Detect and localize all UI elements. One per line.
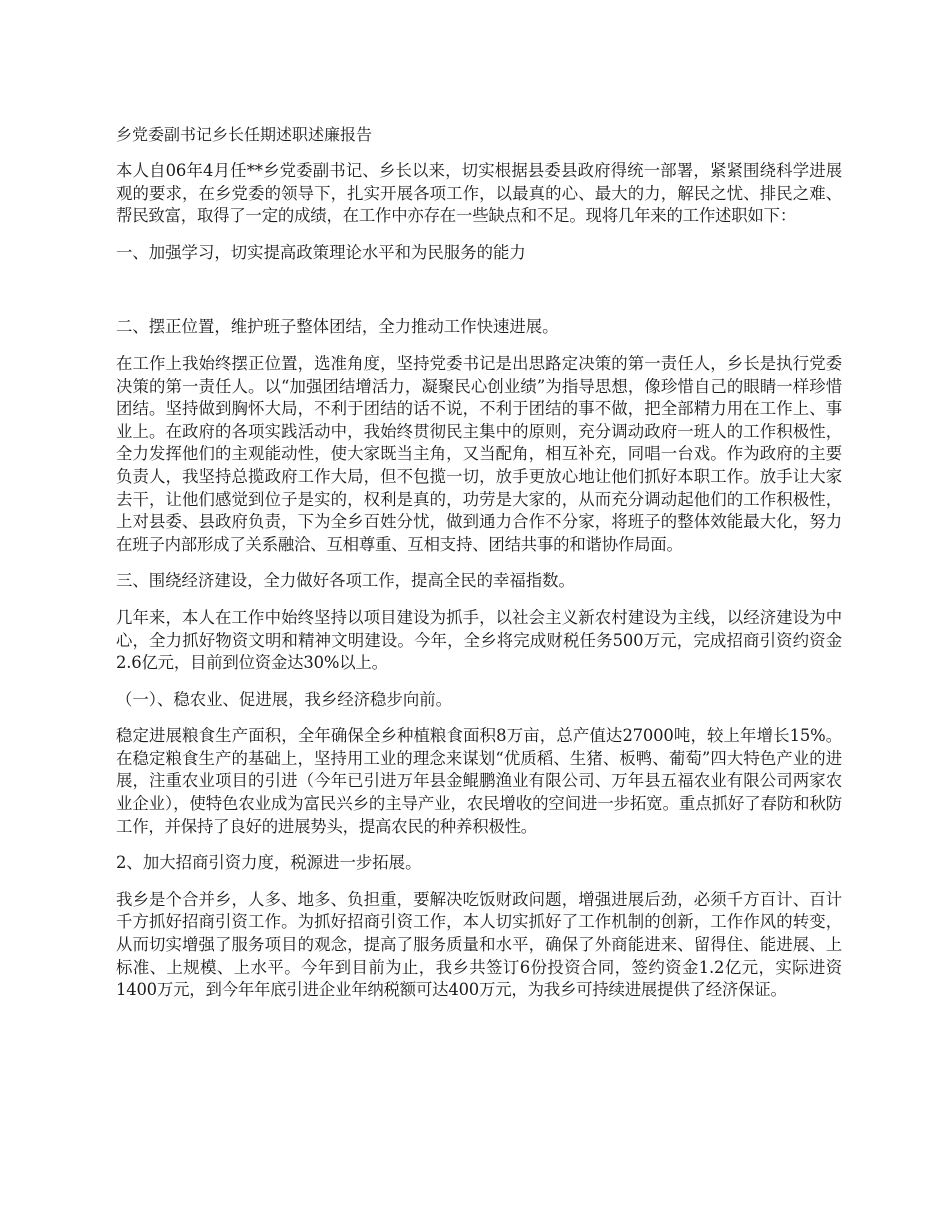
- section-2-paragraph: 在工作上我始终摆正位置，选准角度，坚持党委书记是出思路定决策的第一责任人，乡长是执行党委决策的第一责任人。以“加强团结增活力，凝聚民心创业绩”为指导思想，像珍惜自己的眼睛一样珍惜团结。坚持做到胸怀大局，不利于团结的话不说，不利于团结的事不做，把全部精力用在工作上、事业上。在政府的各项实践活动中，我始终贯彻民主集中的原则，充分调动政府一班人的工作积极性，全力发挥他们的主观能动性，使大家既当主角，又当配角，相互补充，同唱一台戏。作为政府的主要负责人，我坚持总揽政府工作大局，但不包揽一切，放手更放心地让他们抓好本职工作。放手让大家去干，让他们感觉到位子是实的，权利是真的，功劳是大家的，从而充分调动起他们的工作积极性，上对县委、县政府负责，下为全乡百姓分忧，做到通力合作不分家，将班子的整体效能最大化，努力在班子内部形成了关系融洽、互相尊重、互相支持、团结共事的和谐协作局面。: [116, 353, 842, 554]
- subsection-1-paragraph: 稳定进展粮食生产面积，全年确保全乡种植粮食面积8万亩，总产值达27000吨，较上年增长15%。在稳定粮食生产的基础上，坚持用工业的理念来谋划“优质稻、生猪、板鸭、葡萄”四大特色产业的进展，注重农业项目的引进（今年已引进万年县金鲲鹏渔业有限公司、万年县五福农业有限公司两家农业企业），使特色农业成为富民兴乡的主导产业，农民增收的空间进一步拓宽。重点抓好了春防和秋防工作，并保持了良好的进展势头，提高农民的种养积极性。: [116, 726, 842, 836]
- subsection-1-heading: （一）、稳农业、促进展，我乡经济稳步向前。: [116, 689, 453, 709]
- section-3-paragraph: 几年来，本人在工作中始终坚持以项目建设为抓手，以社会主义新农村建设为主线，以经济建设为中心，全力抓好物资文明和精神文明建设。今年，全乡将完成财税任务500万元，完成招商引资约资金2.6亿元，目前到位资金达30%以上。: [116, 607, 842, 673]
- document-title: 乡党委副书记乡长任期述职述廉报告: [116, 125, 373, 144]
- document-page: [116, 124, 842, 1016]
- intro-paragraph: 本人自06年4月任**乡党委副书记、乡长以来，切实根据县委县政府得统一部署，紧紧围绕科学进展观的要求，在乡党委的领导下，扎实开展各项工作，以最真的心、最大的力，解民之忧、排民之难、帮民致富，取得了一定的成绩，在工作中亦存在一些缺点和不足。现将几年来的工作述职如下：: [116, 161, 842, 226]
- subsection-2-paragraph: 我乡是个合并乡，人多、地多、负担重，要解决吃饭财政问题，增强进展后劲，必须千方百计、百计千方抓好招商引资工作。为抓好招商引资工作，本人切实抓好了工作机制的创新，工作作风的转变，从而切实增强了服务项目的观念，提高了服务质量和水平，确保了外商能进来、留得住、能进展、上标准、上规模、上水平。今年到目前为止，我乡共签订6份投资合同，签约资金1.2亿元，实际进资1400万元，到今年年底引进企业年纳税额可达400万元，为我乡可持续进展提供了经济保证。: [116, 889, 842, 1000]
- subsection-2-heading: 2、加大招商引资力度，税源进一步拓展。: [116, 853, 422, 873]
- section-1-heading: 一、加强学习，切实提高政策理论水平和为民服务的能力: [116, 242, 526, 262]
- blank-spacer: [116, 278, 842, 316]
- section-2-heading: 二、摆正位置，维护班子整体团结，全力推动工作快速进展。: [116, 317, 559, 337]
- section-3-heading: 三、围绕经济建设，全力做好各项工作，提高全民的幸福指数。: [116, 571, 575, 591]
